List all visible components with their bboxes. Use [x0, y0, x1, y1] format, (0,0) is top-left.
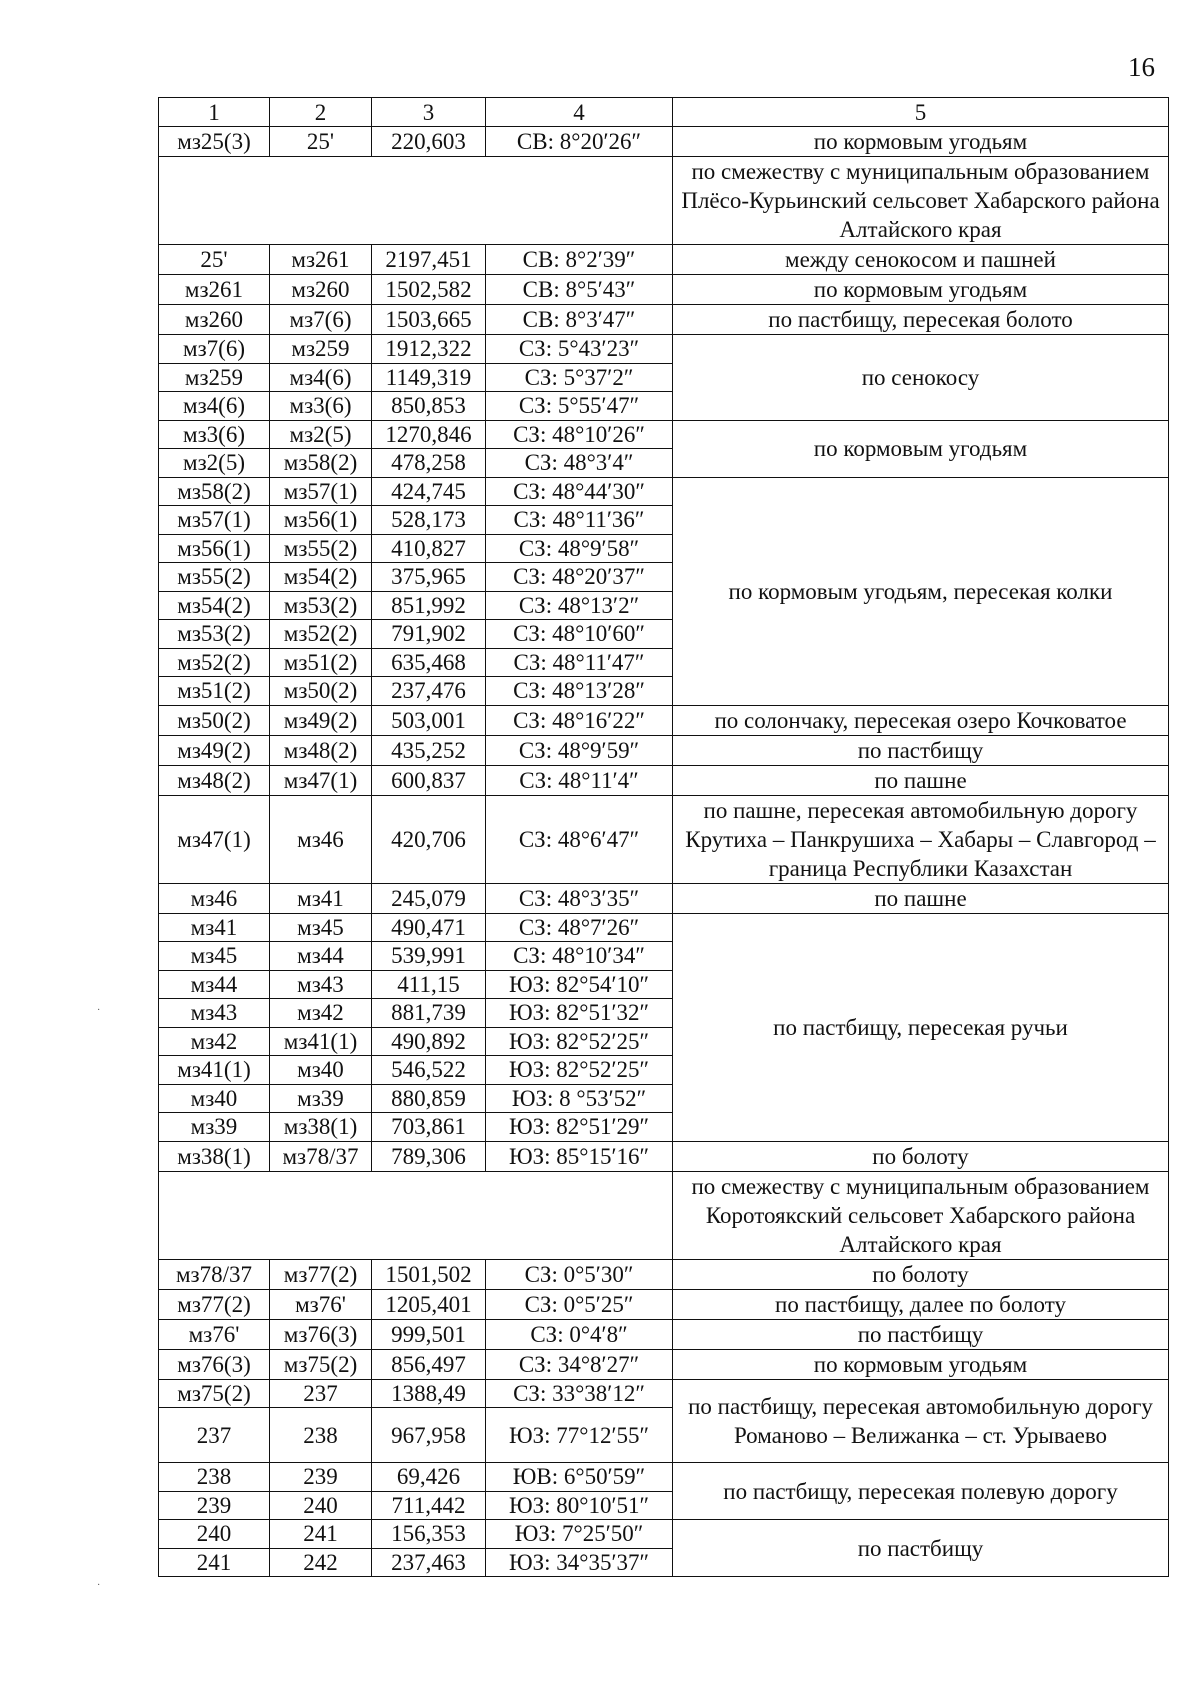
bearing-cell: СЗ: 48°7′26″	[486, 913, 673, 942]
from-point-cell: 237	[159, 1408, 270, 1463]
bearing-cell: СЗ: 5°43′23″	[486, 335, 673, 364]
length-cell: 375,965	[372, 563, 486, 592]
table-row	[159, 705, 1169, 735]
bearing-cell: СВ: 8°3′47″	[486, 305, 673, 335]
to-point-cell: мз7(6)	[270, 305, 372, 335]
description-cell: по пастбищу, пересекая полевую дорогу	[673, 1463, 1169, 1520]
to-point-cell: мз39	[270, 1084, 372, 1113]
from-point-cell: мз45	[159, 942, 270, 971]
bearing-cell: ЮЗ: 82°52′25″	[486, 1056, 673, 1085]
table-row	[159, 1259, 1169, 1289]
table-row	[159, 735, 1169, 765]
bearing-cell: ЮЗ: 80°10′51″	[486, 1491, 673, 1520]
bearing-cell: ЮЗ: 82°54′10″	[486, 970, 673, 999]
length-cell: 237,463	[372, 1548, 486, 1577]
to-point-cell: 242	[270, 1548, 372, 1577]
to-point-cell: мз4(6)	[270, 363, 372, 392]
column-header-3: 3	[372, 98, 486, 127]
from-point-cell: мз25(3)	[159, 127, 270, 157]
description-cell: по пастбищу	[673, 1319, 1169, 1349]
to-point-cell: мз52(2)	[270, 620, 372, 649]
bearing-cell: СЗ: 48°11′36″	[486, 506, 673, 535]
bearing-cell: СЗ: 48°16′22″	[486, 705, 673, 735]
bearing-cell: СВ: 8°20′26″	[486, 127, 673, 157]
from-point-cell: мз48(2)	[159, 765, 270, 795]
adjacency-note-cell: по смежеству с муниципальным образованием Коротоякский сельсовет Хабарского района Алтайского края	[673, 1171, 1169, 1259]
to-point-cell: мз75(2)	[270, 1349, 372, 1379]
table-row	[159, 1379, 1169, 1408]
bearing-cell: СЗ: 48°3′4″	[486, 449, 673, 478]
table-row	[159, 477, 1169, 506]
length-cell: 490,892	[372, 1027, 486, 1056]
length-cell: 237,476	[372, 677, 486, 706]
to-point-cell: мз45	[270, 913, 372, 942]
column-header-2: 2	[270, 98, 372, 127]
to-point-cell: 241	[270, 1520, 372, 1549]
bearing-cell: СЗ: 48°11′47″	[486, 648, 673, 677]
to-point-cell: мз47(1)	[270, 765, 372, 795]
table-row	[159, 1463, 1169, 1492]
from-point-cell: мз38(1)	[159, 1141, 270, 1171]
from-point-cell: мз56(1)	[159, 534, 270, 563]
length-cell: 789,306	[372, 1141, 486, 1171]
to-point-cell: мз50(2)	[270, 677, 372, 706]
length-cell: 503,001	[372, 705, 486, 735]
bearing-cell: СЗ: 0°4′8″	[486, 1319, 673, 1349]
to-point-cell: 237	[270, 1379, 372, 1408]
length-cell: 539,991	[372, 942, 486, 971]
table-row	[159, 335, 1169, 364]
description-cell: по пастбищу, далее по болоту	[673, 1289, 1169, 1319]
table-row	[159, 305, 1169, 335]
length-cell: 635,468	[372, 648, 486, 677]
length-cell: 967,958	[372, 1408, 486, 1463]
to-point-cell: мз259	[270, 335, 372, 364]
length-cell: 69,426	[372, 1463, 486, 1492]
description-cell: по пашне	[673, 765, 1169, 795]
from-point-cell: 25'	[159, 245, 270, 275]
to-point-cell: мз76(3)	[270, 1319, 372, 1349]
to-point-cell: 239	[270, 1463, 372, 1492]
to-point-cell: мз3(6)	[270, 392, 372, 421]
length-cell: 1502,582	[372, 275, 486, 305]
length-cell: 850,853	[372, 392, 486, 421]
table-row	[159, 883, 1169, 913]
from-point-cell: мз3(6)	[159, 420, 270, 449]
length-cell: 1270,846	[372, 420, 486, 449]
from-point-cell: мз57(1)	[159, 506, 270, 535]
length-cell: 1205,401	[372, 1289, 486, 1319]
to-point-cell: мз78/37	[270, 1141, 372, 1171]
table-row	[159, 1319, 1169, 1349]
to-point-cell: мз56(1)	[270, 506, 372, 535]
length-cell: 410,827	[372, 534, 486, 563]
from-point-cell: мз4(6)	[159, 392, 270, 421]
to-point-cell: 238	[270, 1408, 372, 1463]
length-cell: 881,739	[372, 999, 486, 1028]
bearing-cell: СЗ: 48°13′28″	[486, 677, 673, 706]
from-point-cell: мз76'	[159, 1319, 270, 1349]
description-cell: по кормовым угодьям	[673, 420, 1169, 477]
length-cell: 1149,319	[372, 363, 486, 392]
bearing-cell: ЮЗ: 7°25′50″	[486, 1520, 673, 1549]
from-point-cell: 240	[159, 1520, 270, 1549]
length-cell: 1503,665	[372, 305, 486, 335]
from-point-cell: мз47(1)	[159, 795, 270, 883]
description-cell: между сенокосом и пашней	[673, 245, 1169, 275]
length-cell: 856,497	[372, 1349, 486, 1379]
description-cell: по пашне, пересекая автомобильную дорогу Крутиха – Панкрушиха – Хабары – Славгород – граница Республики Казахстан	[673, 795, 1169, 883]
description-cell: по солончаку, пересекая озеро Кочковатое	[673, 705, 1169, 735]
description-cell: по кормовым угодьям	[673, 1349, 1169, 1379]
description-cell: по болоту	[673, 1259, 1169, 1289]
table-row	[159, 275, 1169, 305]
from-point-cell: мз55(2)	[159, 563, 270, 592]
from-point-cell: мз44	[159, 970, 270, 999]
to-point-cell: мз38(1)	[270, 1113, 372, 1142]
table-row	[159, 245, 1169, 275]
bearing-cell: ЮЗ: 8 °53′52″	[486, 1084, 673, 1113]
length-cell: 156,353	[372, 1520, 486, 1549]
description-cell: по пашне	[673, 883, 1169, 913]
from-point-cell: мз50(2)	[159, 705, 270, 735]
description-cell: по пастбищу, пересекая ручьи	[673, 913, 1169, 1141]
length-cell: 420,706	[372, 795, 486, 883]
from-point-cell: мз43	[159, 999, 270, 1028]
length-cell: 851,992	[372, 591, 486, 620]
from-point-cell: 241	[159, 1548, 270, 1577]
from-point-cell: мз39	[159, 1113, 270, 1142]
table-row	[159, 1520, 1169, 1549]
length-cell: 478,258	[372, 449, 486, 478]
to-point-cell: мз261	[270, 245, 372, 275]
bearing-cell: СЗ: 48°44′30″	[486, 477, 673, 506]
table-row	[159, 913, 1169, 942]
from-point-cell: мз261	[159, 275, 270, 305]
bearing-cell: СЗ: 48°11′4″	[486, 765, 673, 795]
description-cell: по кормовым угодьям	[673, 275, 1169, 305]
length-cell: 435,252	[372, 735, 486, 765]
from-point-cell: мз77(2)	[159, 1289, 270, 1319]
bearing-cell: СЗ: 48°9′58″	[486, 534, 673, 563]
empty-merged-cell	[159, 157, 673, 245]
bearing-cell: ЮВ: 6°50′59″	[486, 1463, 673, 1492]
to-point-cell: мз55(2)	[270, 534, 372, 563]
length-cell: 490,471	[372, 913, 486, 942]
bearing-cell: СЗ: 48°13′2″	[486, 591, 673, 620]
to-point-cell: мз57(1)	[270, 477, 372, 506]
page-number: 16	[1128, 52, 1155, 82]
from-point-cell: мз42	[159, 1027, 270, 1056]
from-point-cell: мз41(1)	[159, 1056, 270, 1085]
column-header-1: 1	[159, 98, 270, 127]
bearing-cell: СЗ: 48°10′60″	[486, 620, 673, 649]
from-point-cell: мз7(6)	[159, 335, 270, 364]
table-row	[159, 157, 1169, 245]
from-point-cell: мз46	[159, 883, 270, 913]
to-point-cell: мз44	[270, 942, 372, 971]
to-point-cell: мз41(1)	[270, 1027, 372, 1056]
to-point-cell: 25'	[270, 127, 372, 157]
to-point-cell: мз40	[270, 1056, 372, 1085]
scan-speck: ·	[97, 1005, 101, 1016]
to-point-cell: мз46	[270, 795, 372, 883]
from-point-cell: мз76(3)	[159, 1349, 270, 1379]
table-row	[159, 1141, 1169, 1171]
to-point-cell: мз43	[270, 970, 372, 999]
to-point-cell: мз76'	[270, 1289, 372, 1319]
to-point-cell: 240	[270, 1491, 372, 1520]
bearing-cell: СЗ: 0°5′30″	[486, 1259, 673, 1289]
to-point-cell: мз54(2)	[270, 563, 372, 592]
table-row	[159, 127, 1169, 157]
bearing-cell: ЮЗ: 82°52′25″	[486, 1027, 673, 1056]
scan-speck: ·	[97, 1580, 101, 1591]
table-row	[159, 1289, 1169, 1319]
length-cell: 600,837	[372, 765, 486, 795]
length-cell: 703,861	[372, 1113, 486, 1142]
table-row	[159, 1171, 1169, 1259]
to-point-cell: мз42	[270, 999, 372, 1028]
from-point-cell: мз51(2)	[159, 677, 270, 706]
from-point-cell: мз52(2)	[159, 648, 270, 677]
table-row	[159, 765, 1169, 795]
length-cell: 424,745	[372, 477, 486, 506]
empty-merged-cell	[159, 1171, 673, 1259]
from-point-cell: 238	[159, 1463, 270, 1492]
table-header-row	[159, 98, 1169, 127]
column-header-5: 5	[673, 98, 1169, 127]
to-point-cell: мз49(2)	[270, 705, 372, 735]
length-cell: 220,603	[372, 127, 486, 157]
length-cell: 546,522	[372, 1056, 486, 1085]
description-cell: по пастбищу, пересекая болото	[673, 305, 1169, 335]
length-cell: 1912,322	[372, 335, 486, 364]
to-point-cell: мз53(2)	[270, 591, 372, 620]
boundary-description-table	[158, 97, 1169, 1577]
table-row	[159, 795, 1169, 883]
bearing-cell: СЗ: 33°38′12″	[486, 1379, 673, 1408]
bearing-cell: ЮЗ: 85°15′16″	[486, 1141, 673, 1171]
bearing-cell: СЗ: 48°10′34″	[486, 942, 673, 971]
description-cell: по пастбищу	[673, 735, 1169, 765]
from-point-cell: мз41	[159, 913, 270, 942]
bearing-cell: СВ: 8°5′43″	[486, 275, 673, 305]
description-cell: по пастбищу	[673, 1520, 1169, 1577]
bearing-cell: СЗ: 34°8′27″	[486, 1349, 673, 1379]
bearing-cell: СЗ: 48°6′47″	[486, 795, 673, 883]
to-point-cell: мз2(5)	[270, 420, 372, 449]
description-cell: по кормовым угодьям, пересекая колки	[673, 477, 1169, 705]
length-cell: 245,079	[372, 883, 486, 913]
from-point-cell: мз259	[159, 363, 270, 392]
bearing-cell: ЮЗ: 82°51′29″	[486, 1113, 673, 1142]
description-cell: по сенокосу	[673, 335, 1169, 421]
length-cell: 711,442	[372, 1491, 486, 1520]
length-cell: 528,173	[372, 506, 486, 535]
bearing-cell: СЗ: 48°3′35″	[486, 883, 673, 913]
bearing-cell: СЗ: 5°55′47″	[486, 392, 673, 421]
length-cell: 1388,49	[372, 1379, 486, 1408]
from-point-cell: мз54(2)	[159, 591, 270, 620]
bearing-cell: ЮЗ: 34°35′37″	[486, 1548, 673, 1577]
from-point-cell: мз49(2)	[159, 735, 270, 765]
bearing-cell: СЗ: 48°10′26″	[486, 420, 673, 449]
length-cell: 999,501	[372, 1319, 486, 1349]
length-cell: 2197,451	[372, 245, 486, 275]
from-point-cell: мз40	[159, 1084, 270, 1113]
length-cell: 791,902	[372, 620, 486, 649]
description-cell: по кормовым угодьям	[673, 127, 1169, 157]
from-point-cell: мз75(2)	[159, 1379, 270, 1408]
column-header-4: 4	[486, 98, 673, 127]
bearing-cell: СЗ: 48°9′59″	[486, 735, 673, 765]
description-cell: по болоту	[673, 1141, 1169, 1171]
from-point-cell: мз260	[159, 305, 270, 335]
bearing-cell: СЗ: 5°37′2″	[486, 363, 673, 392]
bearing-cell: СЗ: 0°5′25″	[486, 1289, 673, 1319]
adjacency-note-cell: по смежеству с муниципальным образованием Плёсо-Курьинский сельсовет Хабарского района Алтайского края	[673, 157, 1169, 245]
bearing-cell: ЮЗ: 77°12′55″	[486, 1408, 673, 1463]
from-point-cell: мз78/37	[159, 1259, 270, 1289]
to-point-cell: мз48(2)	[270, 735, 372, 765]
table-row	[159, 420, 1169, 449]
length-cell: 1501,502	[372, 1259, 486, 1289]
from-point-cell: мз58(2)	[159, 477, 270, 506]
to-point-cell: мз77(2)	[270, 1259, 372, 1289]
table-row	[159, 1349, 1169, 1379]
description-cell: по пастбищу, пересекая автомобильную дорогу Романово – Велижанка – ст. Урываево	[673, 1379, 1169, 1463]
table-body	[159, 98, 1169, 1577]
length-cell: 411,15	[372, 970, 486, 999]
length-cell: 880,859	[372, 1084, 486, 1113]
from-point-cell: 239	[159, 1491, 270, 1520]
bearing-cell: СЗ: 48°20′37″	[486, 563, 673, 592]
to-point-cell: мз260	[270, 275, 372, 305]
bearing-cell: СВ: 8°2′39″	[486, 245, 673, 275]
bearing-cell: ЮЗ: 82°51′32″	[486, 999, 673, 1028]
from-point-cell: мз2(5)	[159, 449, 270, 478]
to-point-cell: мз58(2)	[270, 449, 372, 478]
from-point-cell: мз53(2)	[159, 620, 270, 649]
to-point-cell: мз51(2)	[270, 648, 372, 677]
to-point-cell: мз41	[270, 883, 372, 913]
